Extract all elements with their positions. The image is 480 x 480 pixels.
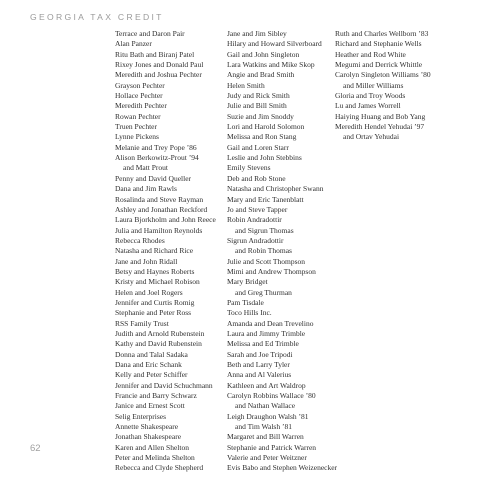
donor-name: Meredith Hendel Yehudai ’97	[335, 122, 425, 132]
donor-name: Sigrun Andradottir	[227, 235, 284, 245]
donor-name: and Ortav Yehudai	[343, 132, 400, 142]
donor-name: Amanda and Dean Trevelino	[227, 318, 314, 328]
donor-name: Mary and Eric Tanenblatt	[227, 194, 304, 204]
donor-name: Rebecca Rhodes	[115, 235, 165, 245]
donor-name: Evis Babo and Stephen Weizenecker	[227, 463, 338, 473]
donor-name: Helen and Joel Rogers	[115, 287, 183, 297]
donor-name: Leigh Draughon Walsh ’81	[227, 411, 309, 421]
donor-name: and Miller Williams	[343, 80, 404, 90]
donor-name: Betsy and Haynes Roberts	[115, 266, 195, 276]
donor-name: Carolyn Robbins Wallace ’80	[227, 391, 316, 401]
donor-name: Rowan Pechter	[115, 111, 161, 121]
donor-name: and Sigrun Thomas	[235, 225, 294, 235]
donor-name: Kathy and David Rubenstein	[115, 339, 202, 349]
donor-name: Jo and Steve Tapper	[227, 204, 288, 214]
donor-name: Jane and John Ridall	[115, 256, 178, 266]
donor-name: Leslie and John Stebbins	[227, 153, 302, 163]
donor-name: Julie and Scott Thompson	[227, 256, 305, 266]
donor-name: Dana and Eric Schank	[115, 360, 182, 369]
donor-name: Meredith and Joshua Pechter	[115, 70, 202, 80]
donor-name: Anna and Al Valerius	[227, 370, 292, 380]
donor-name: Grayson Pechter	[115, 80, 165, 90]
donor-name: Ashley and Jonathan Reckford	[115, 204, 208, 214]
donor-name: Lori and Harold Solomon	[227, 122, 305, 132]
donor-name: Beth and Larry Tyler	[227, 360, 290, 369]
donor-name: Pam Tisdale	[227, 297, 264, 307]
donor-name: Gail and Loren Starr	[227, 142, 289, 152]
donor-name: Stephanie and Peter Ross	[115, 308, 192, 318]
donor-name: Melissa and Ron Stang	[227, 132, 297, 142]
donor-column-3	[335, 29, 431, 143]
donor-name: Natasha and Richard Rice	[115, 246, 194, 256]
donor-name: RSS Family Trust	[115, 318, 169, 328]
donor-name: Jane and Jim Sibley	[227, 29, 287, 38]
donor-name: and Greg Thurman	[235, 287, 292, 297]
donor-name: Annette Shakespeare	[115, 422, 179, 432]
donor-name: Margaret and Bill Warren	[227, 432, 304, 442]
donor-name: and Tim Walsh ’81	[235, 422, 292, 432]
donor-name: Rosalinda and Steve Rayman	[115, 194, 204, 204]
donor-name: Alan Panzer	[115, 39, 152, 49]
donor-name: Mary Bridget	[227, 277, 268, 287]
donor-column-1	[115, 29, 216, 474]
donor-name: Laura Bjorkholm and John Reece	[115, 215, 216, 225]
donor-name: Helen Smith	[227, 80, 265, 90]
donor-name: Sarah and Joe Tripodi	[227, 349, 293, 359]
donor-name: Heather and Rod White	[335, 49, 406, 59]
donor-name: Karen and Allen Shelton	[115, 442, 189, 452]
donor-name: Kelly and Peter Schiffer	[115, 370, 188, 380]
donor-name: Hollace Pechter	[115, 91, 163, 101]
donor-name: Megumi and Derrick Whittle	[335, 60, 423, 70]
donor-name: Jennifer and David Schuchmann	[115, 380, 213, 390]
donor-name: Melissa and Ed Trimble	[227, 339, 299, 349]
donor-name: Rixey Jones and Donald Paul	[115, 60, 204, 70]
donor-name: Julie and Bill Smith	[227, 101, 287, 111]
donor-name: Richard and Stephanie Wells	[335, 39, 422, 49]
donor-name: Lynne Pickens	[115, 132, 159, 142]
donor-name: Toco Hills Inc.	[227, 308, 272, 318]
page-number: 62	[30, 443, 41, 454]
donor-name: Melanie and Trey Pope ’86	[115, 142, 197, 152]
donor-name: Meredith Pechter	[115, 101, 167, 111]
donor-name: and Nathan Wallace	[235, 401, 296, 411]
donor-name: and Robin Thomas	[235, 246, 292, 256]
donor-name: Ruth and Charles Wellborn ’83	[335, 29, 429, 38]
donor-name: Mimi and Andrew Thompson	[227, 266, 316, 276]
donor-name: Penny and David Queller	[115, 173, 192, 183]
donor-name: Laura and Jimmy Trimble	[227, 328, 306, 338]
donor-name: Hilary and Howard Silverboard	[227, 39, 322, 49]
donor-name: Alison Berkowitz-Prout ’94	[115, 153, 199, 163]
donor-name: Selig Enterprises	[115, 411, 167, 421]
donor-name: and Matt Prout	[123, 163, 168, 173]
donor-name: Lara Watkins and Mike Skop	[227, 60, 315, 70]
donor-name: Julia and Hamilton Reynolds	[115, 225, 203, 235]
donor-name: Emily Stevens	[227, 163, 271, 173]
donor-name: Dana and Jim Rawls	[115, 184, 177, 194]
donor-name: Truen Pechter	[115, 122, 158, 132]
donor-name: Haiying Huang and Bob Yang	[335, 111, 426, 121]
donor-name: Natasha and Christopher Swann	[227, 184, 324, 194]
donor-name: Suzie and Jim Snoddy	[227, 111, 294, 121]
donor-name: Gloria and Troy Woods	[335, 91, 406, 101]
donor-name: Lu and James Worrell	[335, 101, 401, 111]
donor-name: Francie and Barry Schwarz	[115, 391, 197, 401]
donor-name: Janice and Ernest Scott	[115, 401, 185, 411]
page-header-title: GEORGIA TAX CREDIT	[30, 12, 164, 22]
donor-name: Angie and Brad Smith	[227, 70, 295, 80]
donor-name: Stephanie and Patrick Warren	[227, 442, 317, 452]
donor-name: Valerie and Peter Weitzner	[227, 453, 307, 463]
donor-name: Gail and John Singleton	[227, 49, 300, 59]
donor-column-2	[227, 29, 337, 474]
donor-name: Carolyn Singleton Williams ’80	[335, 70, 431, 80]
donor-name: Judith and Arnold Rubenstein	[115, 328, 205, 338]
donor-name: Jonathan Shakespeare	[115, 432, 182, 442]
donor-name: Jennifer and Curtis Romig	[115, 297, 195, 307]
donor-name: Donna and Talal Sadaka	[115, 349, 188, 359]
donor-name: Deb and Rob Stone	[227, 173, 286, 183]
donor-name: Judy and Rick Smith	[227, 91, 290, 101]
donor-name: Terrace and Daron Pair	[115, 29, 185, 38]
donor-name: Robin Andradottir	[227, 215, 282, 225]
donor-name: Ritu Bath and Biranj Patel	[115, 49, 195, 59]
donor-name: Kristy and Michael Robison	[115, 277, 200, 287]
donor-name: Peter and Melinda Shelton	[115, 453, 195, 463]
donor-name: Rebecca and Clyde Shepherd	[115, 463, 204, 473]
donor-name: Kathleen and Art Waldrop	[227, 380, 306, 390]
